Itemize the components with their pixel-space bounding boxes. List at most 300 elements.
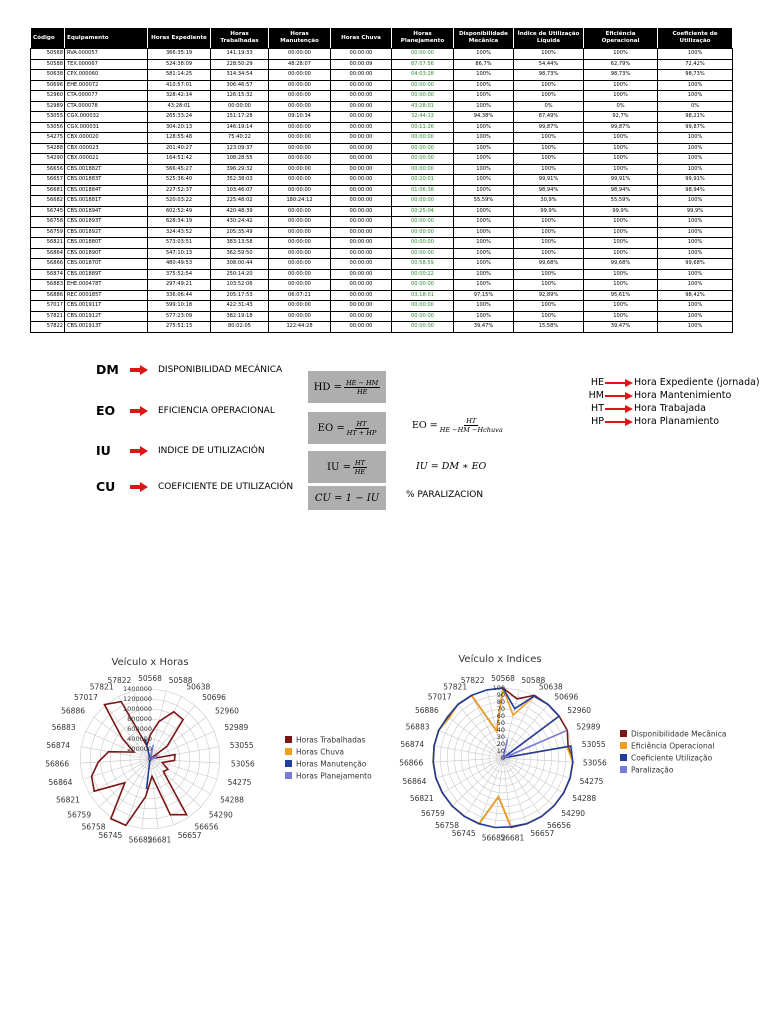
chart-legend <box>285 736 372 781</box>
glossary-key: HE <box>590 377 604 388</box>
table-cell: 98,94% <box>584 185 658 196</box>
table-row <box>31 59 733 70</box>
table-cell: 480:49:53 <box>148 259 211 270</box>
table-cell: 09:10:34 <box>269 112 331 123</box>
category-label: 56681 <box>147 835 172 845</box>
table-cell: 100% <box>584 238 658 249</box>
radar-chart-vehicle-indices <box>398 648 760 848</box>
table-row <box>31 269 733 280</box>
table-cell: CBS.001912T <box>65 311 148 322</box>
table-cell: 524:38:09 <box>148 59 211 70</box>
table-row <box>31 185 733 196</box>
category-label: 50696 <box>554 692 579 702</box>
legend-label: Eficiência Operacional <box>631 741 715 751</box>
table-cell: 99,9% <box>514 206 584 217</box>
table-cell: 100% <box>454 311 514 322</box>
table-cell: 39,47% <box>584 322 658 333</box>
table-cell: 00:00:00 <box>331 133 392 144</box>
category-label: 57821 <box>89 682 114 692</box>
radial-tick-label: 1000000 <box>123 705 152 713</box>
table-cell: 100% <box>454 185 514 196</box>
legend-label: Horas Manutenção <box>296 759 367 769</box>
table-cell: 54288 <box>31 143 65 154</box>
table-cell: CBS.001880T <box>65 238 148 249</box>
table-cell: 00:00:00 <box>269 280 331 291</box>
table-cell: 50638 <box>31 70 65 81</box>
table-cell: 573:03:51 <box>148 238 211 249</box>
table-row <box>31 280 733 291</box>
table-cell: 98,94% <box>514 185 584 196</box>
table-cell: 100% <box>658 196 733 207</box>
table-cell: 100% <box>658 301 733 312</box>
table-cell: 100% <box>658 227 733 238</box>
table-cell: 00:00:00 <box>269 259 331 270</box>
table-cell: 00:00:00 <box>269 311 331 322</box>
table-cell: CBS.001883T <box>65 175 148 186</box>
table-cell: 100% <box>584 227 658 238</box>
table-cell: 422:31:43 <box>211 301 269 312</box>
table-cell: 50568 <box>31 49 65 60</box>
category-label: 52960 <box>215 706 239 716</box>
category-label: 52960 <box>567 706 592 716</box>
table-cell: 00:00:00 <box>331 259 392 270</box>
radial-tick-label: 70 <box>496 705 505 713</box>
legend-iu-text: INDICE DE UTILIZACIÓN <box>158 445 265 456</box>
table-cell: 99,68% <box>658 259 733 270</box>
table-cell: 00:00:00 <box>331 280 392 291</box>
table-cell: 56682 <box>31 196 65 207</box>
table-cell: 98,73% <box>658 70 733 81</box>
table-cell: 00:00:00 <box>269 49 331 60</box>
table-cell: 306:46:57 <box>211 80 269 91</box>
table-cell: 566:45:27 <box>148 164 211 175</box>
category-label: 57017 <box>427 692 452 702</box>
table-row <box>31 101 733 112</box>
table-cell: 56681 <box>31 185 65 196</box>
table-cell: 100% <box>454 269 514 280</box>
table-cell: 00:00:00 <box>392 301 454 312</box>
table-cell: 577:23:09 <box>148 311 211 322</box>
table-cell: 100% <box>454 217 514 228</box>
table-cell: 100% <box>454 238 514 249</box>
glossary-key: HT <box>591 403 604 414</box>
category-label: 54290 <box>208 810 233 820</box>
glossary-value: Hora Expediente (jornada) <box>634 377 760 388</box>
radar-chart-vehicle-hours <box>20 648 395 848</box>
table-cell: 420:48:39 <box>211 206 269 217</box>
table-cell: 03:18:01 <box>392 290 454 301</box>
table-cell: 100% <box>584 311 658 322</box>
table-cell: 00:00:00 <box>269 227 331 238</box>
table-cell: 99,91% <box>584 175 658 186</box>
table-cell: 103:46:07 <box>211 185 269 196</box>
table-cell: 362:59:50 <box>211 248 269 259</box>
table-cell: 100% <box>514 91 584 102</box>
formula-hd <box>308 371 386 403</box>
table-cell: 00:00:00 <box>392 196 454 207</box>
table-cell: 56745 <box>31 206 65 217</box>
table-cell: 00:00:00 <box>269 248 331 259</box>
formula-hd-den: HE <box>356 387 368 396</box>
category-label: 54275 <box>227 778 252 788</box>
formula-eo-alt <box>412 417 503 434</box>
table-cell: 43:28:01 <box>148 101 211 112</box>
table-cell: 56656 <box>31 164 65 175</box>
formula-eo-num: HT <box>356 419 367 428</box>
table-cell: 410:57:01 <box>148 80 211 91</box>
category-label: 57822 <box>107 676 132 686</box>
category-label: 56759 <box>420 808 445 818</box>
red-arrow-icon <box>605 419 633 425</box>
table-cell: 00:00:00 <box>269 206 331 217</box>
table-cell: 54275 <box>31 133 65 144</box>
table-cell: 100% <box>514 311 584 322</box>
table-cell: RVA.000057 <box>65 49 148 60</box>
table-row <box>31 259 733 270</box>
legend-swatch <box>285 748 292 755</box>
table-cell: 00:00:00 <box>331 122 392 133</box>
table-cell: 227:52:37 <box>148 185 211 196</box>
legend-dm-text: DISPONIBILIDAD MECÁNICA <box>158 364 283 375</box>
table-cell: 80:02:05 <box>211 322 269 333</box>
table-cell: 92,89% <box>514 290 584 301</box>
legend-cu-text: COEFICIENTE DE UTILIZACIÓN <box>158 481 294 492</box>
table-cell: 97,15% <box>454 290 514 301</box>
formula-iu-den: HE <box>354 467 366 476</box>
category-label: 50638 <box>538 682 563 692</box>
table-cell: 122:44:28 <box>269 322 331 333</box>
table-row <box>31 238 733 249</box>
table-cell: 00:00:00 <box>269 238 331 249</box>
table-cell: 100% <box>514 227 584 238</box>
table-cell: 100% <box>658 269 733 280</box>
table-row <box>31 143 733 154</box>
table-cell: 56886 <box>31 290 65 301</box>
paralizacion-text: % PARALIZACION <box>406 490 484 500</box>
table-cell: 57017 <box>31 301 65 312</box>
category-label: 50588 <box>521 676 546 686</box>
table-cell: 00:00:00 <box>331 290 392 301</box>
table-cell: REC.000185T <box>65 290 148 301</box>
table-row <box>31 70 733 81</box>
grid-spoke <box>80 759 150 763</box>
radial-tick-label: 100 <box>492 684 505 692</box>
table-cell: 99,87% <box>584 122 658 133</box>
category-label: 54288 <box>572 794 597 803</box>
glossary-value: Hora Mantenimiento <box>634 390 732 401</box>
table-cell: 100% <box>454 154 514 165</box>
category-label: 56656 <box>194 822 219 832</box>
table-cell: CGX.000032 <box>65 112 148 123</box>
legend-swatch <box>285 772 292 779</box>
category-label: 52989 <box>576 722 601 732</box>
legend-swatch <box>620 742 627 749</box>
table-cell: 205:35:49 <box>211 227 269 238</box>
table-cell: 98,73% <box>514 70 584 81</box>
table-cell: 141:19:33 <box>211 49 269 60</box>
glossary-he <box>578 377 760 388</box>
table-cell: 00:11:26 <box>392 122 454 133</box>
column-header: Código <box>31 28 65 49</box>
table-cell: 100% <box>514 238 584 249</box>
table-cell: CTA.000078 <box>65 101 148 112</box>
table-cell: 100% <box>584 49 658 60</box>
table-cell: 39,47% <box>454 322 514 333</box>
table-cell: 100% <box>514 217 584 228</box>
formula-cu-text: CU = 1 − IU <box>314 492 380 504</box>
table-cell: 00:00:00 <box>331 91 392 102</box>
category-label: 56866 <box>45 759 70 769</box>
table-row <box>31 175 733 186</box>
grid-spoke <box>150 759 220 763</box>
table-cell: CPX.000060 <box>65 70 148 81</box>
radial-tick-label: 200000 <box>127 745 152 753</box>
table-row <box>31 112 733 123</box>
table-cell: 383:13:58 <box>211 238 269 249</box>
table-cell: 56866 <box>31 259 65 270</box>
category-label: 56682 <box>128 835 153 845</box>
table-cell: 54,44% <box>514 59 584 70</box>
legend-swatch <box>285 760 292 767</box>
table-cell: 00:00:00 <box>331 164 392 175</box>
table-cell: CBS.001881T <box>65 196 148 207</box>
table-cell: 94,38% <box>454 112 514 123</box>
category-label: 57017 <box>74 693 98 702</box>
legend-label: Coeficiente Utilização <box>631 753 713 763</box>
legend-dm <box>96 362 282 377</box>
table-cell: 100% <box>584 133 658 144</box>
category-label: 56758 <box>81 822 106 832</box>
table-cell: 265:33:24 <box>148 112 211 123</box>
table-cell: 100% <box>514 133 584 144</box>
legend-label: Disponibilidade Mecânica <box>631 729 727 739</box>
table-cell: 55,59% <box>584 196 658 207</box>
formula-hd-lhs: HD = <box>313 381 342 393</box>
grid-spoke <box>150 759 201 807</box>
table-cell: 100% <box>454 301 514 312</box>
chart-legend <box>620 730 726 775</box>
table-cell: 92,7% <box>584 112 658 123</box>
category-label: 53056 <box>230 759 255 769</box>
table-cell: 56883 <box>31 280 65 291</box>
table-cell: 50588 <box>31 59 65 70</box>
column-header: Horas Manutenção <box>269 28 331 49</box>
column-header: Horas Planejamento <box>392 28 454 49</box>
formula-eo-alt-lhs: EO = <box>412 420 438 431</box>
table-cell: CBX.000020 <box>65 133 148 144</box>
table-cell: 00:00:00 <box>331 185 392 196</box>
table-cell: 00:00:00 <box>269 91 331 102</box>
table-cell: 0% <box>658 101 733 112</box>
table-cell: 01:06:38 <box>392 185 454 196</box>
table-body <box>31 49 733 333</box>
grid-spoke <box>442 758 503 793</box>
table-cell: 382:19:18 <box>211 311 269 322</box>
table-cell: CBS.001911T <box>65 301 148 312</box>
legend-label: Horas Trabalhadas <box>296 735 366 745</box>
column-header: Disponibilidade Mecânica <box>454 28 514 49</box>
table-cell: 00:00:00 <box>269 269 331 280</box>
legend-swatch <box>620 766 627 773</box>
column-header: Índice de Utilização Líquida <box>514 28 584 49</box>
table-cell: CBS.001889T <box>65 269 148 280</box>
table-cell: 100% <box>658 133 733 144</box>
table-cell: 100% <box>454 175 514 186</box>
table-cell: 352:38:03 <box>211 175 269 186</box>
category-label: 56866 <box>399 758 424 768</box>
table-cell: CBS.001913T <box>65 322 148 333</box>
table-cell: 00:00:00 <box>331 217 392 228</box>
table-cell: 100% <box>454 206 514 217</box>
formula-iu <box>308 451 386 483</box>
radial-tick-label: 0 <box>500 754 505 762</box>
table-cell: 95,61% <box>584 290 658 301</box>
formula-eo <box>308 412 386 444</box>
table-cell: 228:50:29 <box>211 59 269 70</box>
column-header: Equipamento <box>65 28 148 49</box>
table-cell: 100% <box>454 164 514 175</box>
table-cell: 100% <box>454 91 514 102</box>
category-label: 56758 <box>435 820 459 830</box>
table-cell: 100% <box>658 143 733 154</box>
table-cell: 00:00:00 <box>331 269 392 280</box>
table-cell: 100% <box>584 248 658 259</box>
legend-cu-abbr: CU <box>96 479 116 494</box>
table-cell: 547:10:13 <box>148 248 211 259</box>
table-cell: 100% <box>514 143 584 154</box>
radial-tick-label: 800000 <box>127 715 152 723</box>
table-cell: CBX.000023 <box>65 143 148 154</box>
table-cell: 00:00:00 <box>269 133 331 144</box>
table-cell: 48:28:07 <box>269 59 331 70</box>
paralizacion-label <box>406 490 483 500</box>
category-label: 56681 <box>500 833 525 843</box>
category-label: 50568 <box>491 674 515 683</box>
legend-swatch <box>620 730 627 737</box>
table-cell: 314:34:54 <box>211 70 269 81</box>
table-cell: 98,73% <box>584 70 658 81</box>
table-cell: 430:24:42 <box>211 217 269 228</box>
table-cell: 225:48:02 <box>211 196 269 207</box>
red-arrow-icon <box>130 483 148 491</box>
table-cell: 00:00:00 <box>392 80 454 91</box>
table-cell: 56657 <box>31 175 65 186</box>
glossary-value: Hora Trabajada <box>634 403 707 414</box>
formula-hd-num: HE − HM <box>345 378 379 387</box>
table-cell: 100% <box>514 154 584 165</box>
table-cell: 103:52:06 <box>211 280 269 291</box>
table-cell: 100% <box>514 80 584 91</box>
table-cell: 00:00:00 <box>269 101 331 112</box>
formula-iu-lhs: IU = <box>327 461 351 473</box>
table-cell: 304:20:13 <box>148 122 211 133</box>
category-label: 56745 <box>451 829 476 839</box>
table-cell: 201:40:27 <box>148 143 211 154</box>
table-cell: 00:00:00 <box>392 91 454 102</box>
table-cell: 275:51:13 <box>148 322 211 333</box>
legend-swatch <box>285 736 292 743</box>
table-cell: 328:42:14 <box>148 91 211 102</box>
table-cell: 520:03:22 <box>148 196 211 207</box>
chart-title: Veículo x Horas <box>111 657 189 668</box>
table-cell: 100% <box>658 280 733 291</box>
table-cell: 99,91% <box>658 175 733 186</box>
category-label: 56883 <box>405 722 430 732</box>
table-cell: 336:06:44 <box>148 290 211 301</box>
table-cell: 00:25:04 <box>392 206 454 217</box>
red-arrow-icon <box>605 393 633 399</box>
table-cell: 00:00:00 <box>331 301 392 312</box>
table-cell: 00:00:00 <box>269 70 331 81</box>
table-cell: 00:00:00 <box>392 154 454 165</box>
column-header: Horas Chuva <box>331 28 392 49</box>
table-cell: 56864 <box>31 248 65 259</box>
radial-tick-label: 80 <box>496 698 505 706</box>
category-label: 50568 <box>138 674 162 683</box>
table-cell: 396:29:32 <box>211 164 269 175</box>
table-cell: 99,87% <box>514 122 584 133</box>
table-cell: 99,9% <box>658 206 733 217</box>
category-label: 56883 <box>51 722 76 732</box>
table-cell: 100% <box>514 164 584 175</box>
red-arrow-icon <box>130 447 148 455</box>
table-row <box>31 301 733 312</box>
table-cell: 100% <box>454 227 514 238</box>
table-cell: 98,42% <box>658 290 733 301</box>
legend-dm-abbr: DM <box>96 362 119 377</box>
formula-iu-alt <box>416 461 486 472</box>
category-label: 53055 <box>229 740 254 750</box>
category-label: 56821 <box>409 794 434 803</box>
table-cell: 123:09:37 <box>211 143 269 154</box>
equipment-hours-table <box>30 27 733 333</box>
table-cell: 100% <box>454 70 514 81</box>
table-cell: 00:00:00 <box>392 217 454 228</box>
table-cell: 100% <box>514 248 584 259</box>
table-cell: 00:00:00 <box>392 133 454 144</box>
table-cell: 99,68% <box>584 259 658 270</box>
table-cell: 599:10:18 <box>148 301 211 312</box>
category-label: 54275 <box>579 776 604 786</box>
table-header-row <box>31 28 733 49</box>
table-cell: 00:20:01 <box>392 175 454 186</box>
table-row <box>31 311 733 322</box>
table-cell: 100% <box>454 133 514 144</box>
table-cell: CTA.000077 <box>65 91 148 102</box>
table-cell: 00:00:00 <box>331 101 392 112</box>
table-cell: CBS.001882T <box>65 164 148 175</box>
table-cell: 164:51:42 <box>148 154 211 165</box>
table-cell: 50696 <box>31 80 65 91</box>
table-cell: 100% <box>454 248 514 259</box>
table-cell: 100% <box>454 49 514 60</box>
glossary-key: HP <box>591 416 604 427</box>
table-cell: 00:00:00 <box>392 311 454 322</box>
red-arrow-icon <box>130 407 148 415</box>
table-cell: CBX.000021 <box>65 154 148 165</box>
formula-iu-alt-text: IU = DM ∗ EO <box>416 461 487 472</box>
table-cell: 100% <box>658 248 733 259</box>
table-cell: 56758 <box>31 217 65 228</box>
category-label: 53056 <box>582 758 607 768</box>
table-cell: 00:00:00 <box>331 70 392 81</box>
table-cell: 00:00:00 <box>392 280 454 291</box>
table-cell: 32:44:13 <box>392 112 454 123</box>
table-cell: 0% <box>584 101 658 112</box>
red-arrow-icon <box>605 380 633 386</box>
table-row <box>31 91 733 102</box>
table-row <box>31 290 733 301</box>
